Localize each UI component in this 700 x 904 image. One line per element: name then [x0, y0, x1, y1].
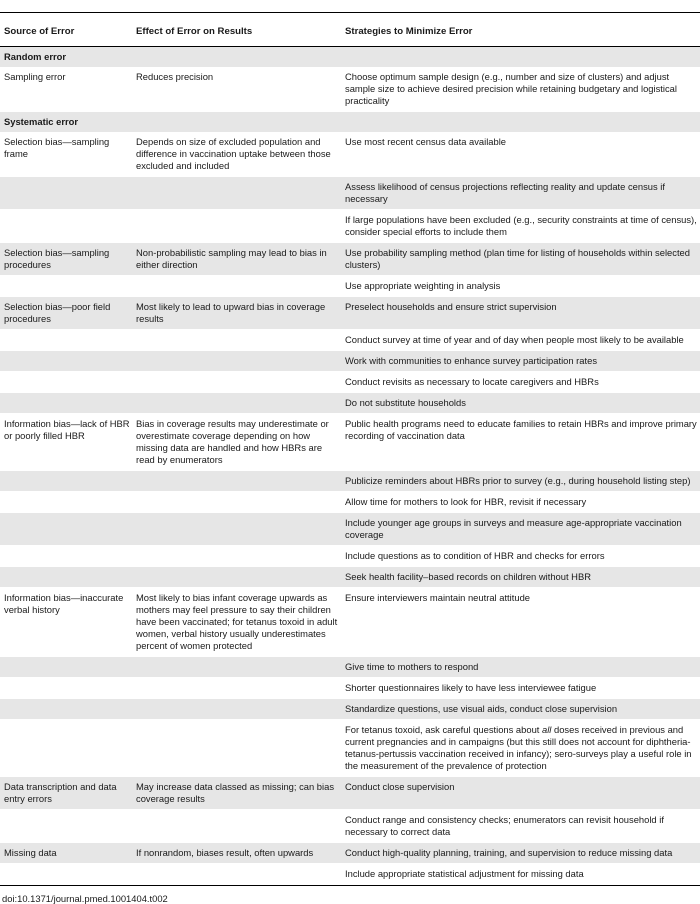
- cell-strategy: Public health programs need to educate families to retain HBRs and improve primary recording of vaccination data: [341, 414, 700, 471]
- cell-effect: [132, 657, 341, 678]
- table-row: [0, 297, 700, 330]
- cell-strategy: Conduct revisits as necessary to locate caregivers and HBRs: [341, 372, 700, 393]
- cell-strategy: Include appropriate statistical adjustment for missing data: [341, 864, 700, 885]
- cell-source: Data transcription and data entry errors: [0, 777, 132, 810]
- cell-strategy: Choose optimum sample design (e.g., number and size of clusters) and adjust sample size to achieve desired precision while retaining budgetary and logistical practicality: [341, 67, 700, 112]
- cell-source: [0, 471, 132, 492]
- cell-source: [0, 678, 132, 699]
- table-row: [0, 414, 700, 471]
- table-row: [0, 132, 700, 177]
- cell-source: [0, 864, 132, 885]
- table-row: [0, 567, 700, 588]
- cell-source: [0, 699, 132, 720]
- cell-source: [0, 513, 132, 546]
- table-row: [0, 699, 700, 720]
- header-strategy: Strategies to Minimize Error: [341, 13, 700, 47]
- cell-source: [0, 177, 132, 210]
- cell-strategy: Give time to mothers to respond: [341, 657, 700, 678]
- table-row: [0, 393, 700, 414]
- cell-source: [0, 546, 132, 567]
- cell-effect: Depends on size of excluded population and difference in vaccination uptake between those excluded and included: [132, 132, 341, 177]
- cell-source: [0, 492, 132, 513]
- cell-strategy: Assess likelihood of census projections reflecting reality and update census if necessary: [341, 177, 700, 210]
- table-row: [0, 210, 700, 243]
- cell-effect: [132, 810, 341, 843]
- cell-effect: Bias in coverage results may underestimate or overestimate coverage depending on how missing data are handled and how HBRs are read by enumerators: [132, 414, 341, 471]
- cell-source: Selection bias—poor field procedures: [0, 297, 132, 330]
- cell-source: Selection bias—sampling procedures: [0, 243, 132, 276]
- cell-effect: [132, 393, 341, 414]
- table-row: [0, 810, 700, 843]
- cell-effect: [132, 567, 341, 588]
- table-row: [0, 864, 700, 885]
- cell-effect: [132, 112, 341, 133]
- cell-effect: [132, 699, 341, 720]
- cell-strategy: Include questions as to condition of HBR and checks for errors: [341, 546, 700, 567]
- cell-source: [0, 210, 132, 243]
- table-row: [0, 177, 700, 210]
- table-row: [0, 67, 700, 112]
- cell-effect: [132, 210, 341, 243]
- cell-effect: [132, 351, 341, 372]
- cell-effect: [132, 678, 341, 699]
- cell-effect: [132, 330, 341, 351]
- cell-source: Random error: [0, 47, 132, 68]
- cell-effect: Most likely to lead to upward bias in coverage results: [132, 297, 341, 330]
- cell-effect: [132, 513, 341, 546]
- table-body: [0, 47, 700, 885]
- cell-source: Missing data: [0, 843, 132, 864]
- cell-source: [0, 372, 132, 393]
- cell-effect: [132, 546, 341, 567]
- table-row: [0, 276, 700, 297]
- table-row: [0, 720, 700, 777]
- cell-strategy: Do not substitute households: [341, 393, 700, 414]
- table-row: [0, 330, 700, 351]
- table-row: [0, 777, 700, 810]
- header-row: [0, 13, 700, 47]
- cell-strategy: Conduct high-quality planning, training, and supervision to reduce missing data: [341, 843, 700, 864]
- cell-strategy: Use appropriate weighting in analysis: [341, 276, 700, 297]
- table-row: [0, 843, 700, 864]
- table-row: [0, 546, 700, 567]
- table-row: [0, 588, 700, 657]
- cell-strategy: Shorter questionnaires likely to have less interviewee fatigue: [341, 678, 700, 699]
- table-row: [0, 657, 700, 678]
- header-source: Source of Error: [0, 13, 132, 47]
- cell-effect: If nonrandom, biases result, often upwards: [132, 843, 341, 864]
- table-row: [0, 351, 700, 372]
- cell-effect: [132, 276, 341, 297]
- cell-source: [0, 351, 132, 372]
- table-row: [0, 243, 700, 276]
- cell-source: Information bias—inaccurate verbal history: [0, 588, 132, 657]
- cell-strategy: If large populations have been excluded (e.g., security constraints at time of census), consider special efforts to include them: [341, 210, 700, 243]
- cell-effect: [132, 47, 341, 68]
- cell-source: [0, 276, 132, 297]
- cell-strategy: Work with communities to enhance survey participation rates: [341, 351, 700, 372]
- cell-effect: Reduces precision: [132, 67, 341, 112]
- cell-source: [0, 567, 132, 588]
- cell-strategy: Standardize questions, use visual aids, conduct close supervision: [341, 699, 700, 720]
- table-row: [0, 513, 700, 546]
- doi-footnote: doi:10.1371/journal.pmed.1001404.t002: [2, 893, 168, 904]
- cell-effect: [132, 864, 341, 885]
- cell-strategy: Conduct survey at time of year and of day when people most likely to be available: [341, 330, 700, 351]
- cell-effect: May increase data classed as missing; can bias coverage results: [132, 777, 341, 810]
- cell-effect: [132, 372, 341, 393]
- cell-effect: [132, 492, 341, 513]
- cell-strategy: Preselect households and ensure strict supervision: [341, 297, 700, 330]
- cell-strategy: Ensure interviewers maintain neutral attitude: [341, 588, 700, 657]
- cell-strategy: For tetanus toxoid, ask careful questions about all doses received in previous and current pregnancies and in campaigns (but this still does not account for diphtheria-tetanus-pertussis vaccination received in infancy); sero-surveys play a useful role in the measurement of the prevalence of protection: [341, 720, 700, 777]
- top-rule: [0, 0, 700, 13]
- cell-source: Systematic error: [0, 112, 132, 133]
- error-table: [0, 13, 700, 885]
- cell-effect: [132, 177, 341, 210]
- section-row: [0, 47, 700, 68]
- cell-strategy: Allow time for mothers to look for HBR, revisit if necessary: [341, 492, 700, 513]
- cell-source: [0, 720, 132, 777]
- cell-effect: Most likely to bias infant coverage upwards as mothers may feel pressure to say their children have been vaccinated; for tetanus toxoid in adult women, verbal history usually underestimates percent of women protected: [132, 588, 341, 657]
- cell-strategy: Include younger age groups in surveys and measure age-appropriate vaccination coverage: [341, 513, 700, 546]
- cell-strategy: Use most recent census data available: [341, 132, 700, 177]
- table-row: [0, 471, 700, 492]
- cell-strategy: [341, 47, 700, 68]
- section-row: [0, 112, 700, 133]
- cell-effect: [132, 471, 341, 492]
- cell-source: [0, 810, 132, 843]
- cell-strategy: Conduct close supervision: [341, 777, 700, 810]
- cell-strategy: Publicize reminders about HBRs prior to survey (e.g., during household listing step): [341, 471, 700, 492]
- cell-source: Information bias—lack of HBR or poorly filled HBR: [0, 414, 132, 471]
- cell-source: [0, 657, 132, 678]
- cell-source: Sampling error: [0, 67, 132, 112]
- table-row: [0, 678, 700, 699]
- header-effect: Effect of Error on Results: [132, 13, 341, 47]
- cell-strategy: Conduct range and consistency checks; enumerators can revisit household if necessary to correct data: [341, 810, 700, 843]
- cell-strategy: Seek health facility–based records on children without HBR: [341, 567, 700, 588]
- table-row: [0, 372, 700, 393]
- table-row: [0, 492, 700, 513]
- cell-effect: [132, 720, 341, 777]
- cell-strategy: Use probability sampling method (plan time for listing of households within selected clusters): [341, 243, 700, 276]
- cell-source: [0, 393, 132, 414]
- cell-source: [0, 330, 132, 351]
- cell-source: Selection bias—sampling frame: [0, 132, 132, 177]
- cell-effect: Non-probabilistic sampling may lead to bias in either direction: [132, 243, 341, 276]
- cell-strategy: [341, 112, 700, 133]
